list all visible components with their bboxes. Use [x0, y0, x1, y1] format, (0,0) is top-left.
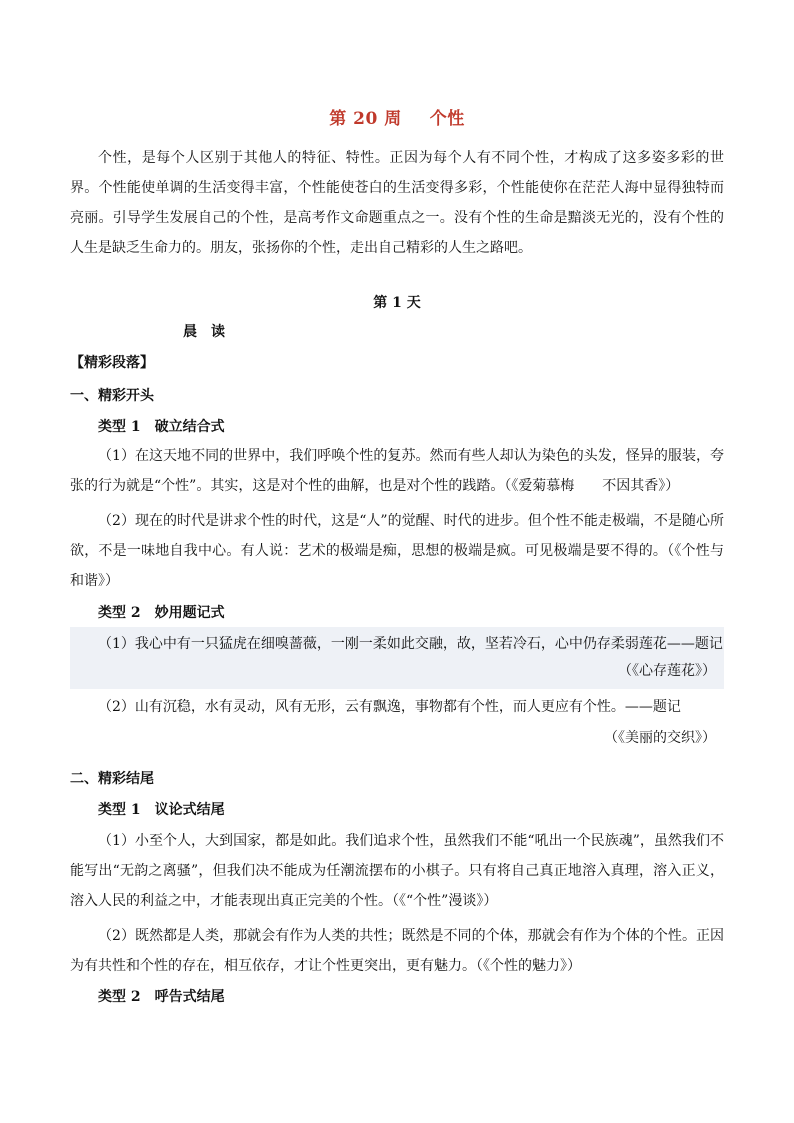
part1-type1-paragraph-1: （1）在这天地不同的世界中，我们呼唤个性的复苏。然而有些人却认为染色的头发，怪异的服装，夸张的行为就是“个性”。其实，这是对个性的曲解，也是对个性的践踏。（《爱菊慕梅 不因其香》）	[70, 448, 724, 494]
type-label: 类型 2	[98, 605, 141, 621]
part1-heading: 一、精彩开头	[70, 388, 154, 404]
section-label: 【精彩段落】	[70, 355, 154, 371]
part1-type1-heading	[98, 416, 225, 436]
part1-type2-paragraph-1: （1）我心中有一只猛虎在细嗅蔷薇，一刚一柔如此交融，故，坚若冷石，心中仍存柔弱莲花——题记	[98, 636, 723, 652]
part1-type2-paragraph-2: （2）山有沉稳，水有灵动，风有无形，云有飘逸，事物都有个性，而人更应有个性。——题记	[98, 699, 681, 715]
part2-type1-heading	[98, 799, 225, 819]
type-name: 议论式结尾	[154, 802, 225, 818]
part2-type1-paragraph-1: （1）小至个人，大到国家，都是如此。我们追求个性，虽然我们不能“吼出一个民族魂”，虽然我们不能写出“无韵之离骚”，但我们决不能成为任潮流摆布的小棋子。只有将自己真正地溶入真理，溶入正义，溶入人民的利益之中，才能表现出真正完美的个性。（《“个性”漫谈》）	[70, 833, 724, 909]
topic-label: 个性	[429, 109, 465, 129]
week-label: 第 20 周	[329, 109, 402, 129]
part1-type2-source-1: （《心存莲花》）	[618, 663, 716, 679]
type-label: 类型 1	[98, 419, 141, 435]
part1-type1-paragraph-2: （2）现在的时代是讲求个性的时代，这是“人”的觉醒、时代的进步。但个性不能走极端，不是随心所欲，不是一味地自我中心。有人说：艺术的极端是痴，思想的极端是疯。可见极端是要不得的。（《个性与和谐》）	[70, 513, 724, 589]
morning-reading-heading: 晨读	[183, 324, 239, 340]
part2-heading: 二、精彩结尾	[70, 771, 154, 787]
type-name: 妙用题记式	[154, 605, 225, 621]
part1-type2-heading	[98, 602, 225, 622]
part2-type1-paragraph-2: （2）既然都是人类，那就会有作为人类的共性；既然是不同的个体，那就会有作为个体的个性。正因为有共性和个性的存在，相互依存，才让个性更突出，更有魅力。（《个性的魅力》）	[70, 928, 724, 974]
intro-paragraph: 个性，是每个人区别于其他人的特征、特性。正因为每个人有不同个性，才构成了这多姿多彩的世界。个性能使单调的生活变得丰富，个性能使苍白的生活变得多彩，个性能使你在茫茫人海中显得独特而亮丽。引导学生发展自己的个性，是高考作文命题重点之一。没有个性的生命是黯淡无光的，没有个性的人生是缺乏生命力的。朋友，张扬你的个性，走出自己精彩的人生之路吧。	[70, 150, 724, 256]
page-title	[70, 104, 724, 129]
part2-type2-heading	[98, 986, 225, 1006]
type-label: 类型 1	[98, 802, 141, 818]
type-label: 类型 2	[98, 989, 141, 1005]
type-name: 破立结合式	[154, 419, 225, 435]
type-name: 呼告式结尾	[154, 989, 225, 1005]
part1-type2-source-2: （《美丽的交织》）	[604, 730, 716, 746]
day-heading: 第 1 天	[373, 295, 421, 311]
